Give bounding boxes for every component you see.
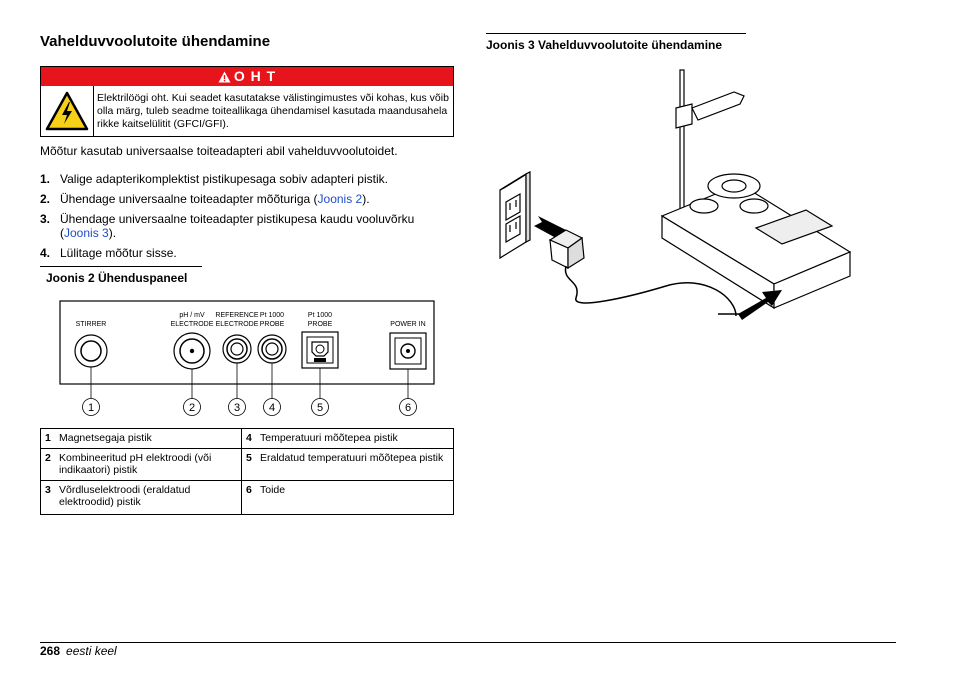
warning-header	[41, 67, 453, 86]
legend-number: 2	[41, 449, 56, 481]
temperature-probe-connector	[258, 335, 286, 363]
svg-text:4: 4	[268, 402, 276, 414]
ac-power-connection-illustration	[486, 62, 896, 332]
step-text: Lülitage mõõtur sisse.	[60, 246, 177, 260]
label-stirrer: STIRRER	[75, 321, 107, 328]
table-row	[41, 481, 454, 515]
steps-list	[40, 172, 454, 266]
callout-2	[184, 399, 201, 416]
reference-electrode-connector	[223, 335, 251, 363]
power-in-connector	[390, 333, 426, 369]
legend-number: 4	[242, 429, 257, 449]
connection-panel-figure	[40, 298, 454, 422]
step-text: Ühendage universaalne toiteadapter pistikupesa kaudu vooluvõrku (	[60, 212, 415, 240]
separate-temperature-probe-connector	[302, 332, 338, 368]
legend-table	[40, 428, 454, 515]
callout-3	[229, 399, 246, 416]
footer-language: eesti keel	[66, 644, 117, 658]
intro-text: Mõõtur kasutab universaalse toiteadapteri abil vahelduvvoolutoidet.	[40, 144, 398, 158]
warning-header-text: O H T	[233, 68, 277, 84]
svg-text:3: 3	[233, 402, 241, 414]
legend-number: 6	[242, 481, 257, 515]
label-ref-line1: REFERENCE	[215, 312, 259, 319]
label-ref-line2: ELECTRODE	[215, 321, 259, 328]
svg-text:2: 2	[188, 402, 196, 414]
step-number: 2.	[40, 192, 51, 206]
step-item	[40, 192, 454, 206]
table-row	[41, 449, 454, 481]
page-footer	[40, 644, 117, 658]
legend-number: 1	[41, 429, 56, 449]
table-row	[41, 429, 454, 449]
callout-1	[83, 399, 100, 416]
label-ph-line2: ELECTRODE	[170, 321, 214, 328]
callout-5	[312, 399, 329, 416]
ph-electrode-connector	[174, 333, 210, 369]
figure-2-link[interactable]: Joonis 2	[317, 192, 363, 206]
svg-text:6: 6	[404, 402, 412, 414]
electrical-hazard-icon	[45, 91, 89, 131]
figure-3-link[interactable]: Joonis 3	[64, 226, 109, 240]
label-pt2-line2: PROBE	[307, 321, 333, 328]
legend-number: 3	[41, 481, 56, 515]
svg-text:1: 1	[87, 402, 95, 414]
footer-rule	[40, 642, 896, 643]
warning-text: Elektrilöögi oht. Kui seadet kasutatakse välistingimustes või kohas, kus võib olla märg, tuleb seadme toiteallikaga ühendamisel kasutada maandusahela rikke kaitselülitit (GFCI/GFI).	[97, 92, 449, 130]
label-ph-line1: pH / mV	[179, 312, 205, 319]
label-power-in: POWER IN	[390, 321, 426, 328]
warning-triangle-icon	[218, 71, 231, 83]
step-item	[40, 212, 454, 240]
stirrer-connector	[75, 335, 107, 367]
legend-text: Eraldatud temperatuuri mõõtepea pistik	[256, 449, 454, 481]
legend-text: Temperatuuri mõõtepea pistik	[256, 429, 454, 449]
legend-number: 5	[242, 449, 257, 481]
figure-3-caption: Joonis 3 Vahelduvvoolutoite ühendamine	[486, 33, 746, 52]
label-pt-line1: Pt 1000	[259, 312, 285, 319]
callout-4	[264, 399, 281, 416]
callout-6	[400, 399, 417, 416]
warning-icon-cell	[41, 86, 94, 136]
section-title: Vahelduvvoolutoite ühendamine	[40, 33, 271, 50]
legend-text: Magnetsegaja pistik	[55, 429, 242, 449]
power-cable	[565, 266, 736, 316]
label-pt2-line1: Pt 1000	[307, 312, 333, 319]
step-item	[40, 172, 454, 186]
figure-2-caption: Joonis 2 Ühenduspaneel	[40, 266, 202, 285]
warning-box	[40, 66, 454, 137]
step-number: 1.	[40, 172, 51, 186]
step-text: Ühendage universaalne toiteadapter mõõturiga (	[60, 192, 318, 206]
step-number: 3.	[40, 212, 51, 226]
step-text: Valige adapterikomplektist pistikupesaga sobiv adapteri pistik.	[60, 172, 388, 186]
step-text-end: ).	[362, 192, 370, 206]
legend-text: Kombineeritud pH elektroodi (või indikaatori) pistik	[55, 449, 242, 481]
svg-text:5: 5	[316, 402, 324, 414]
legend-text: Võrdluselektroodi (eraldatud elektroodid) pistik	[55, 481, 242, 515]
label-pt-line2: PROBE	[259, 321, 285, 328]
page-number: 268	[40, 644, 61, 658]
meter-body	[662, 174, 850, 308]
step-item	[40, 246, 454, 260]
step-number: 4.	[40, 246, 51, 260]
legend-text: Toide	[256, 481, 454, 515]
step-text-end: ).	[108, 226, 117, 240]
wall-outlet	[500, 172, 530, 258]
